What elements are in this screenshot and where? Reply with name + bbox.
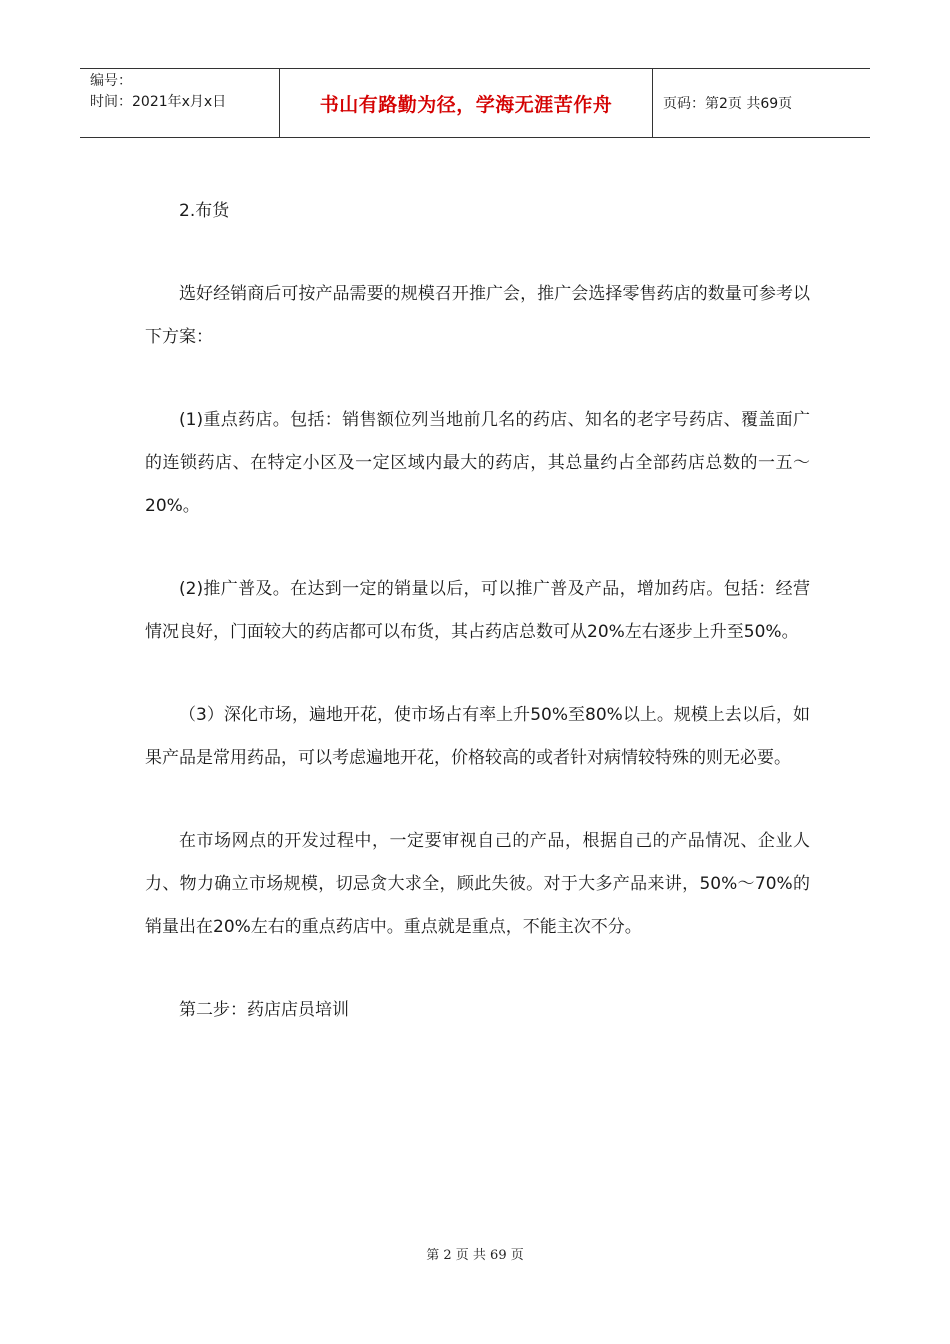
paragraph: (1)重点药店。包括：销售额位列当地前几名的药店、知名的老字号药店、覆盖面广的连锁药店、在特定小区及一定区域内最大的药店，其总量约占全部药店总数的一五～20%。	[145, 410, 810, 516]
section-heading: 2.布货	[179, 201, 230, 221]
document-body	[145, 190, 810, 1072]
paragraph: 在市场网点的开发过程中，一定要审视自己的产品，根据自己的产品情况、企业人力、物力确立市场规模，切忌贪大求全，顾此失彼。对于大多产品来讲，50%～70%的销量出在20%左右的重点药店中。重点就是重点，不能主次不分。	[145, 831, 810, 937]
header-meta	[80, 69, 280, 137]
document-date: 时间：2021年x月x日	[90, 94, 227, 110]
page-header	[80, 68, 870, 138]
paragraph: （3）深化市场，遍地开花，使市场占有率上升50%至80%以上。规模上去以后，如果产品是常用药品，可以考虑遍地开花，价格较高的或者针对病情较特殊的则无必要。	[145, 705, 810, 768]
document-number: 编号：	[90, 73, 132, 89]
paragraph: 选好经销商后可按产品需要的规模召开推广会，推广会选择零售药店的数量可参考以下方案：	[145, 284, 810, 347]
page-footer: 第 2 页 共 69 页	[426, 1248, 524, 1263]
section-heading: 第二步：药店店员培训	[179, 1000, 349, 1020]
paragraph: (2)推广普及。在达到一定的销量以后，可以推广普及产品，增加药店。包括：经营情况良好，门面较大的药店都可以布货，其占药店总数可从20%左右逐步上升至50%。	[145, 579, 810, 642]
header-page-info: 页码：第2页 共69页	[663, 96, 793, 112]
header-motto: 书山有路勤为径，学海无涯苦作舟	[280, 69, 653, 137]
